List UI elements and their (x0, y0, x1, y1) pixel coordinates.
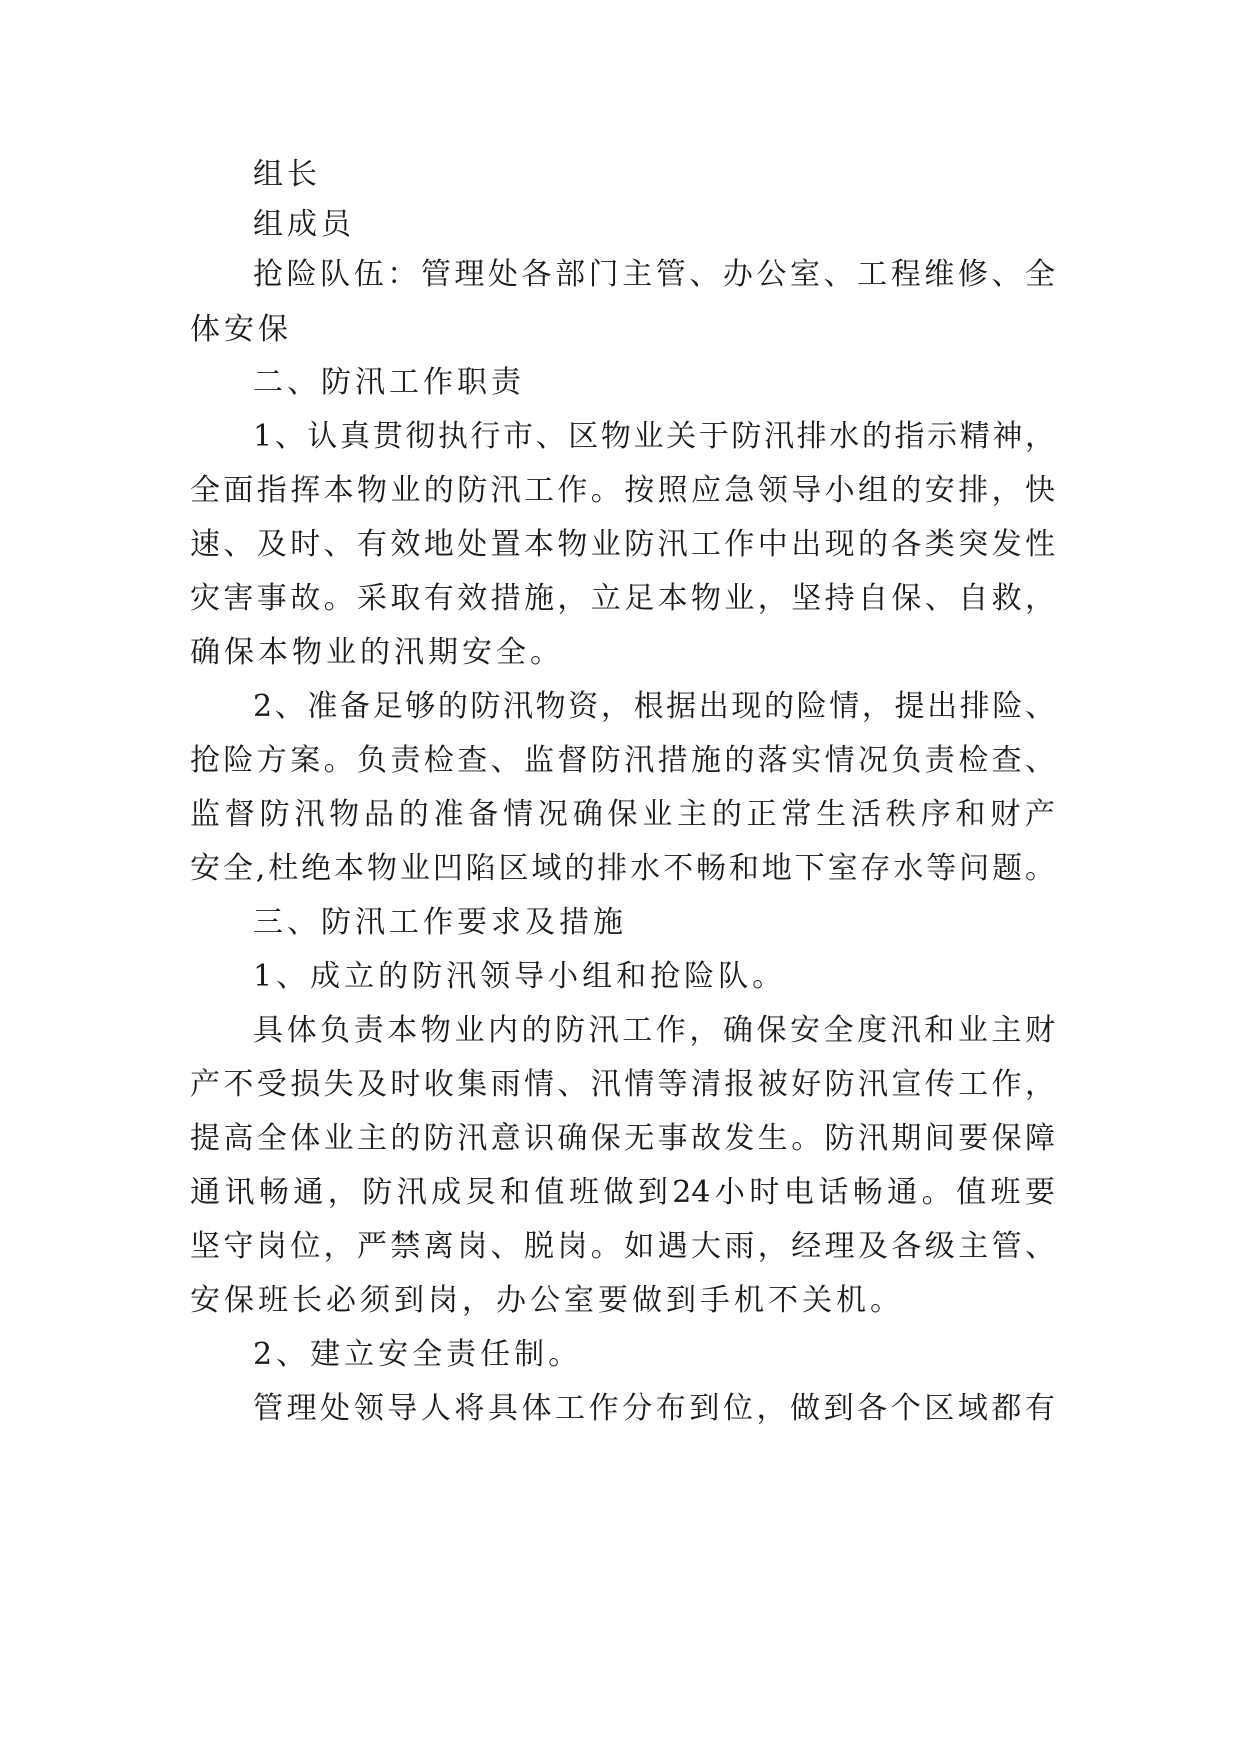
section-heading-2: 二、防汛工作职责 (253, 365, 525, 400)
text-line: 监督防汛物品的准备情况确保业主的正常生活秩序和财产 (190, 797, 1055, 832)
text-line-leader: 组长 (253, 157, 321, 192)
text-line: 确保本物业的汛期安全。 (190, 635, 564, 670)
text-line: 提高全体业主的防汛意识确保无事故发生。防汛期间要保障 (190, 1121, 1055, 1156)
text-line-rescue-team: 抢险队伍：管理处各部门主管、办公室、工程维修、全 (253, 257, 1055, 292)
subsection-heading: 2、建立安全责任制。 (253, 1337, 583, 1372)
text-line: 2、准备足够的防汛物资，根据出现的险情，提出排险、 (253, 689, 1055, 724)
text-line: 灾害事故。采取有效措施，立足本物业，坚持自保、自救， (190, 581, 1055, 616)
text-line-rescue-team-cont: 体安保 (190, 312, 292, 347)
text-line: 1、认真贯彻执行市、区物业关于防汛排水的指示精神， (253, 419, 1055, 454)
text-line: 具体负责本物业内的防汛工作，确保安全度汛和业主财 (253, 1013, 1055, 1048)
text-line: 全面指挥本物业的防汛工作。按照应急领导小组的安排，快 (190, 473, 1055, 508)
text-line: 速、及时、有效地处置本物业防汛工作中出现的各类突发性 (190, 527, 1055, 562)
section-heading-3: 三、防汛工作要求及措施 (253, 905, 627, 940)
text-line: 安保班长必须到岗，办公室要做到手机不关机。 (190, 1283, 904, 1318)
subsection-heading: 1、成立的防汛领导小组和抢险队。 (253, 959, 787, 994)
text-line: 坚守岗位，严禁离岗、脱岗。如遇大雨，经理及各级主管、 (190, 1229, 1055, 1264)
text-line: 产不受损失及时收集雨情、汛情等清报被好防汛宣传工作， (190, 1067, 1055, 1102)
text-line: 管理处领导人将具体工作分布到位，做到各个区域都有 (253, 1391, 1055, 1426)
text-line: 通讯畅通，防汛成炅和值班做到24小时电话畅通。值班要 (190, 1175, 1055, 1210)
text-line: 安全,杜绝本物业凹陷区域的排水不畅和地下室存水等问题。 (190, 851, 1055, 886)
text-line-members: 组成员 (253, 207, 355, 242)
text-line: 抢险方案。负责检查、监督防汛措施的落实情况负责检查、 (190, 743, 1055, 778)
